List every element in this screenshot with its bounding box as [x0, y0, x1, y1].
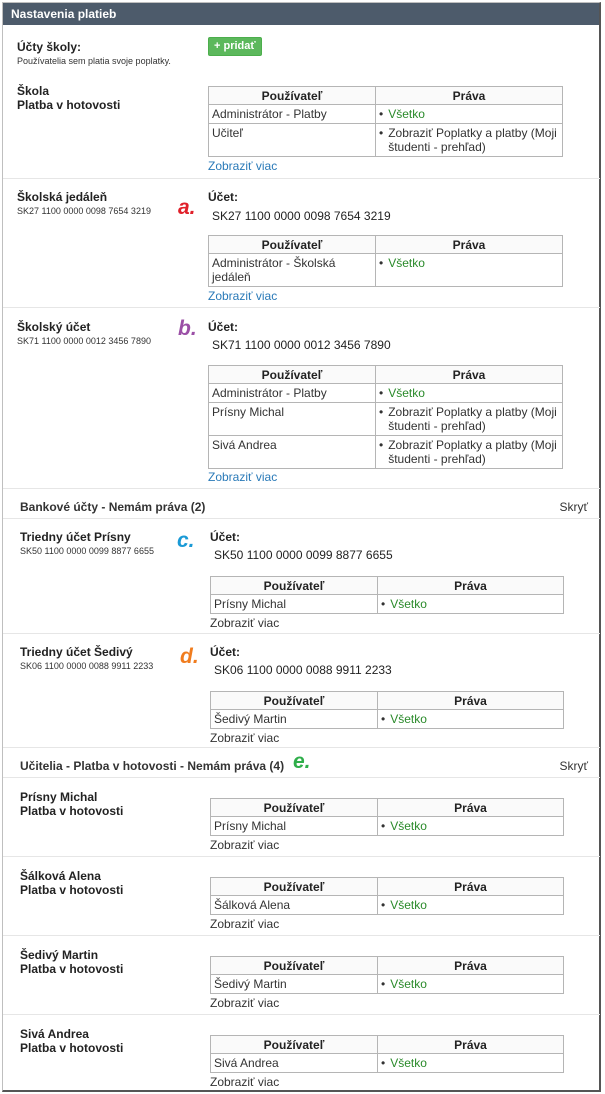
rights-cell — [378, 710, 564, 729]
show-more-link[interactable]: Zobraziť viac — [208, 470, 278, 484]
account-school-main — [3, 308, 600, 489]
bullet-icon: • — [379, 126, 384, 140]
marker-a: a. — [178, 196, 196, 219]
account-name: Školský účet — [17, 320, 91, 334]
right-text: Všetko — [390, 712, 427, 726]
school-accounts-subtitle: Používatelia sem platia svoje poplatky. — [17, 56, 171, 66]
show-more-link[interactable]: Zobraziť viac — [210, 616, 280, 630]
account-number: SK71 1100 0000 0012 3456 7890 — [212, 338, 391, 352]
permissions-table — [210, 576, 564, 614]
right-text: Zobraziť Poplatky a platby (Moji študenti - prehľad) — [388, 405, 557, 433]
table-row — [209, 384, 563, 403]
right-text: Všetko — [388, 386, 425, 400]
bullet-icon: • — [381, 977, 386, 991]
user-cell: Učiteľ — [209, 124, 376, 157]
account-name: Šálková Alena — [20, 869, 101, 883]
rights-cell — [378, 975, 564, 994]
show-more-link[interactable]: Zobraziť viac — [210, 838, 280, 852]
marker-c: c. — [177, 529, 195, 552]
school-accounts-header — [3, 25, 600, 73]
panel-title: Nastavenia platieb — [3, 3, 599, 25]
bullet-icon: • — [381, 1056, 386, 1070]
col-user-header: Používateľ — [209, 236, 376, 254]
marker-e: e. — [293, 750, 311, 773]
col-user-header: Používateľ — [209, 87, 376, 105]
account-type: Platba v hotovosti — [20, 962, 124, 976]
bullet-icon: • — [379, 438, 384, 452]
bullet-icon: • — [379, 107, 384, 121]
permissions-table — [208, 86, 563, 157]
account-name: Školská jedáleň — [17, 190, 108, 204]
account-name: Sivá Andrea — [20, 1027, 89, 1041]
right-text: Zobraziť Poplatky a platby (Moji študenti - prehľad) — [388, 126, 557, 154]
rights-cell — [376, 254, 563, 287]
account-name: Prísny Michal — [20, 790, 98, 804]
permissions-table — [210, 798, 564, 836]
rights-cell — [376, 436, 563, 469]
account-type: Platba v hotovosti — [20, 883, 124, 897]
marker-d: d. — [180, 645, 199, 668]
account-name: Šedivý Martin — [20, 948, 99, 962]
marker-b: b. — [178, 317, 197, 340]
col-rights-header: Práva — [378, 799, 564, 817]
table-row — [209, 105, 563, 124]
right-text: Všetko — [390, 898, 427, 912]
account-iban: SK71 1100 0000 0012 3456 7890 — [17, 336, 151, 346]
rights-cell — [376, 105, 563, 124]
permissions-table — [210, 877, 564, 915]
rights-cell — [376, 124, 563, 157]
col-user-header: Používateľ — [211, 577, 378, 595]
account-number: SK27 1100 0000 0098 7654 3219 — [212, 209, 391, 223]
rights-cell — [378, 896, 564, 915]
teacher-account — [3, 1015, 600, 1091]
show-more-link[interactable]: Zobraziť viac — [210, 1075, 280, 1089]
user-cell: Prísny Michal — [211, 595, 378, 614]
permissions-table — [210, 1035, 564, 1073]
bullet-icon: • — [381, 819, 386, 833]
bullet-icon: • — [381, 712, 386, 726]
show-more-link[interactable]: Zobraziť viac — [210, 731, 280, 745]
permissions-table — [210, 956, 564, 994]
show-more-link[interactable]: Zobraziť viac — [210, 917, 280, 931]
right-text: Zobraziť Poplatky a platby (Moji študenti - prehľad) — [388, 438, 557, 466]
bank-accounts-section — [3, 489, 600, 519]
bullet-icon: • — [379, 386, 384, 400]
teachers-section — [3, 748, 600, 778]
teacher-account — [3, 936, 600, 1015]
right-text: Všetko — [390, 819, 427, 833]
rights-cell — [378, 1054, 564, 1073]
user-cell: Administrátor - Platby — [209, 105, 376, 124]
account-iban: SK27 1100 0000 0098 7654 3219 — [17, 206, 151, 216]
user-cell: Sivá Andrea — [211, 1054, 378, 1073]
right-text: Všetko — [390, 1056, 427, 1070]
col-rights-header: Práva — [378, 577, 564, 595]
table-row — [209, 254, 563, 287]
account-name: Triedny účet Prísny — [20, 530, 131, 544]
account-type: Platba v hotovosti — [20, 804, 124, 818]
user-cell: Administrátor - Školská jedáleň — [209, 254, 376, 287]
permissions-table — [210, 691, 564, 729]
rights-cell — [376, 403, 563, 436]
account-label: Účet: — [208, 320, 239, 334]
right-text: Všetko — [390, 977, 427, 991]
rights-cell — [376, 384, 563, 403]
rights-cell — [378, 595, 564, 614]
rights-cell — [378, 817, 564, 836]
col-rights-header: Práva — [378, 957, 564, 975]
user-cell: Prísny Michal — [211, 817, 378, 836]
col-user-header: Používateľ — [211, 799, 378, 817]
table-row — [211, 975, 564, 994]
user-cell: Šálková Alena — [211, 896, 378, 915]
col-user-header: Používateľ — [211, 1036, 378, 1054]
section-title: Učitelia - Platba v hotovosti - Nemám práva (4) — [20, 759, 285, 773]
col-user-header: Používateľ — [211, 692, 378, 710]
account-name: Triedny účet Šedivý — [20, 645, 133, 659]
section-title: Bankové účty - Nemám práva (2) — [20, 500, 206, 514]
table-row — [211, 817, 564, 836]
table-row — [209, 124, 563, 157]
col-rights-header: Práva — [378, 1036, 564, 1054]
col-rights-header: Práva — [376, 366, 563, 384]
col-rights-header: Práva — [376, 87, 563, 105]
show-more-link[interactable]: Zobraziť viac — [208, 289, 278, 303]
col-user-header: Používateľ — [209, 366, 376, 384]
account-class-sedivy — [3, 634, 600, 748]
table-row — [209, 403, 563, 436]
table-row — [211, 1054, 564, 1073]
user-cell: Administrátor - Platby — [209, 384, 376, 403]
col-rights-header: Práva — [376, 236, 563, 254]
table-row — [209, 436, 563, 469]
payment-settings-panel — [2, 2, 601, 1092]
right-text: Všetko — [390, 597, 427, 611]
account-number: SK06 1100 0000 0088 9911 2233 — [214, 663, 392, 677]
hide-link[interactable]: Skryť — [559, 759, 588, 773]
school-accounts-title: Účty školy: — [17, 40, 82, 54]
user-cell: Sivá Andrea — [209, 436, 376, 469]
teacher-account — [3, 778, 600, 857]
bullet-icon: • — [381, 898, 386, 912]
account-canteen — [3, 179, 600, 308]
account-number: SK50 1100 0000 0099 8877 6655 — [214, 548, 393, 562]
col-rights-header: Práva — [378, 878, 564, 896]
col-user-header: Používateľ — [211, 878, 378, 896]
user-cell: Šedivý Martin — [211, 710, 378, 729]
account-label: Účet: — [208, 190, 239, 204]
table-row — [211, 896, 564, 915]
right-text: Všetko — [388, 107, 425, 121]
account-label: Účet: — [210, 645, 241, 659]
teacher-account — [3, 857, 600, 936]
account-iban: SK06 1100 0000 0088 9911 2233 — [20, 661, 154, 671]
add-account-button[interactable]: + pridať — [208, 37, 262, 56]
show-more-link[interactable]: Zobraziť viac — [210, 996, 280, 1010]
right-text: Všetko — [388, 256, 425, 270]
account-name: Škola — [17, 84, 50, 98]
hide-link[interactable]: Skryť — [559, 500, 588, 514]
bullet-icon: • — [379, 405, 384, 419]
col-rights-header: Práva — [378, 692, 564, 710]
permissions-table — [208, 235, 563, 287]
account-type: Platba v hotovosti — [20, 1041, 124, 1055]
account-type: Platba v hotovosti — [17, 98, 121, 112]
user-cell: Šedivý Martin — [211, 975, 378, 994]
account-label: Účet: — [210, 530, 241, 544]
account-class-prisny — [3, 519, 600, 634]
show-more-link[interactable]: Zobraziť viac — [208, 159, 278, 173]
user-cell: Prísny Michal — [209, 403, 376, 436]
account-iban: SK50 1100 0000 0099 8877 6655 — [20, 546, 154, 556]
bullet-icon: • — [381, 597, 386, 611]
table-row — [211, 595, 564, 614]
col-user-header: Používateľ — [211, 957, 378, 975]
bullet-icon: • — [379, 256, 384, 270]
permissions-table — [208, 365, 563, 469]
account-school — [3, 73, 600, 179]
table-row — [211, 710, 564, 729]
